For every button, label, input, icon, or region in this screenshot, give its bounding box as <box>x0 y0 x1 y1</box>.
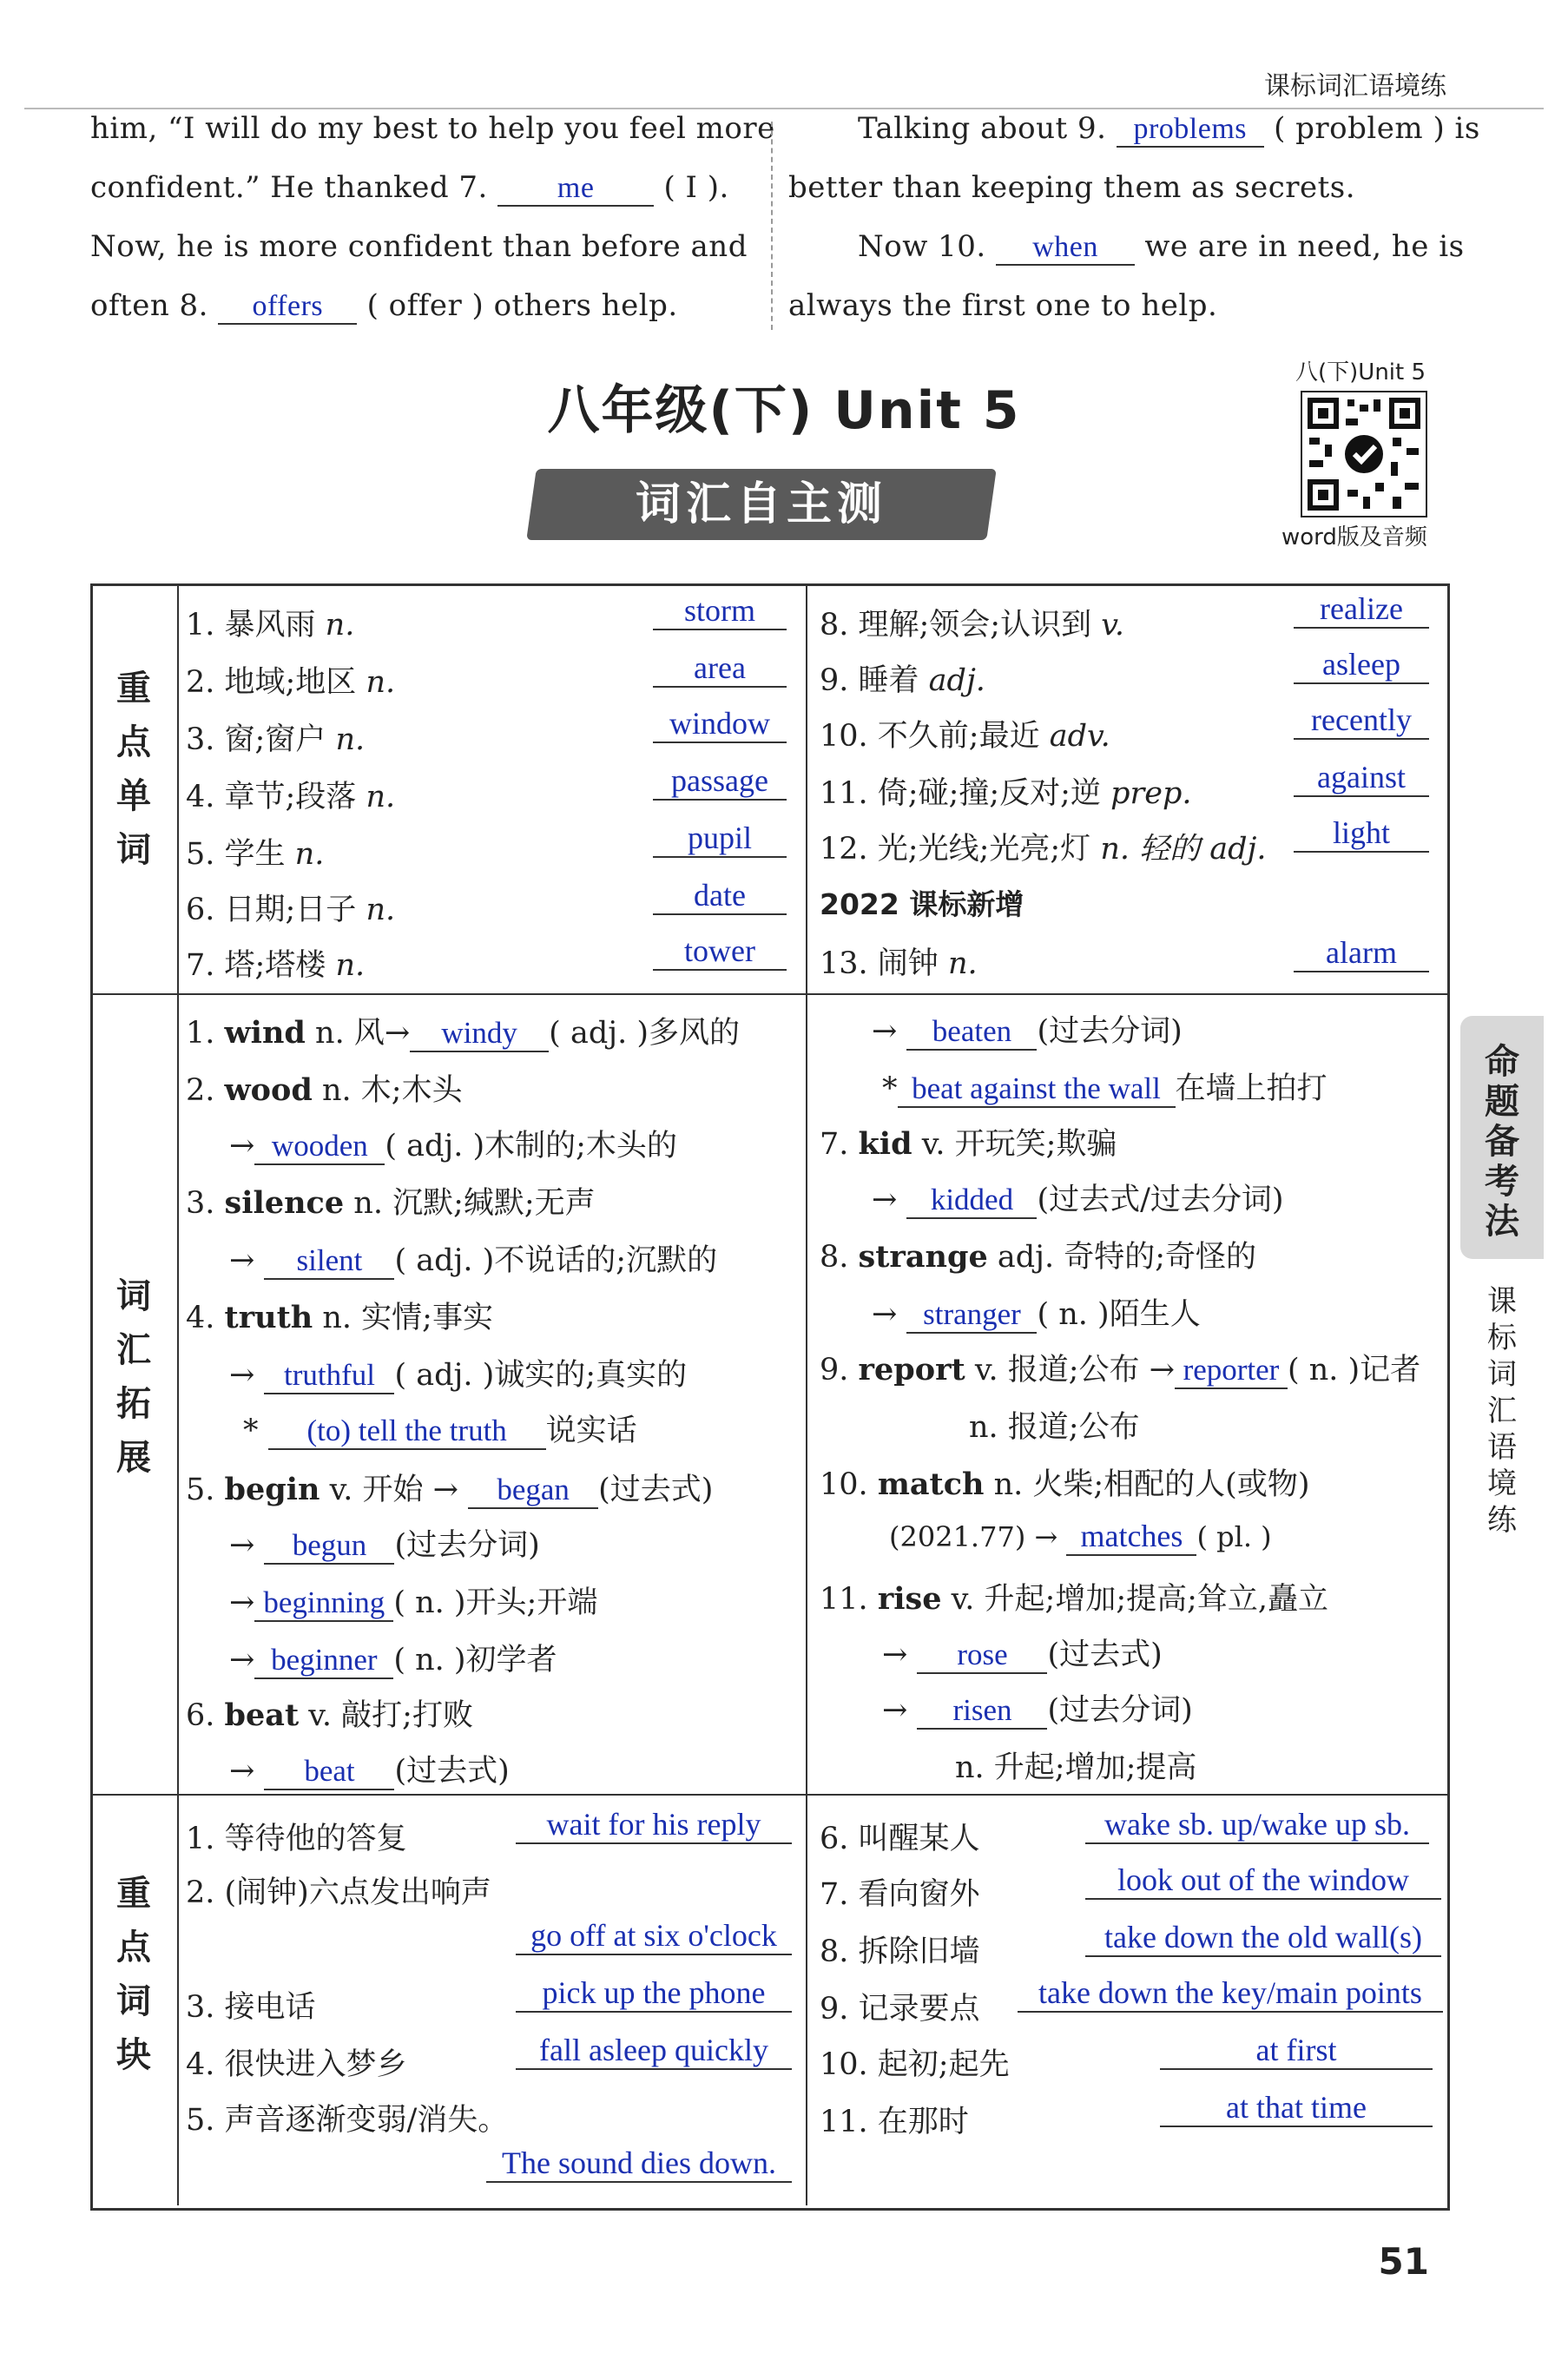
phrase-row: 9. 记录要点 <box>820 1992 980 2027</box>
expand-row: → rose (过去式) <box>882 1638 1163 1672</box>
qr-label-bottom: word版及音频 <box>1281 524 1427 550</box>
expand-row: 4. truth n. 实情;事实 <box>186 1300 493 1335</box>
answer-7: me <box>497 172 654 207</box>
passage-left-line4: often 8. offers ( offer ) others help. <box>90 288 678 323</box>
expand-row: 3. silence n. 沉默;缄默;无声 <box>186 1185 596 1221</box>
side-tab-subtitle: 课 标 词 汇 语 境 练 <box>1487 1284 1517 1538</box>
banner-title: 词汇自主测 <box>635 478 887 531</box>
passage-left-line3: Now, he is more confident than before and <box>90 229 748 264</box>
phrase-answer: The sound dies down. <box>486 2145 792 2183</box>
phrase-answer: at that time <box>1160 2089 1433 2127</box>
passage-right-line4: always the first one to help. <box>788 288 1218 323</box>
expand-row: * beat against the wall 在墙上拍打 <box>882 1071 1328 1106</box>
passage-divider <box>771 122 773 330</box>
phrase-answer: fall asleep quickly <box>516 2032 792 2070</box>
expand-row: (2021.77) → matches ( pl. ) <box>889 1518 1272 1556</box>
word-row: 11. 倚;碰;撞;反对;逆 prep. <box>820 776 1192 811</box>
word-row: 6. 日期;日子 n. <box>186 893 396 927</box>
word-row: 5. 学生 n. <box>186 837 325 872</box>
phrase-answer: take down the old wall(s) <box>1085 1919 1441 1957</box>
phrase-row: 10. 起初;起先 <box>820 2047 1010 2082</box>
expand-row: 11. rise v. 升起;增加;提高;耸立,矗立 <box>820 1581 1329 1617</box>
word-answer: window <box>653 705 787 743</box>
header-title: 课标词汇语境练 <box>1264 71 1446 102</box>
expand-row: 7. kid v. 开玩笑;欺骗 <box>820 1126 1117 1162</box>
word-row: 8. 理解;领会;认识到 v. <box>820 608 1124 643</box>
phrase-answer: take down the key/main points <box>1018 1974 1443 2013</box>
expand-row: 8. strange adj. 奇特的;奇怪的 <box>820 1239 1257 1275</box>
word-answer: date <box>653 877 787 915</box>
phrase-row: 6. 叫醒某人 <box>820 1822 980 1856</box>
phrase-row: 8. 拆除旧墙 <box>820 1934 980 1969</box>
expand-row: → beginner ( n. )初学者 <box>229 1643 557 1677</box>
table-column-divider <box>806 583 807 2205</box>
phrase-answer: pick up the phone <box>516 1974 792 2013</box>
expand-row: 9. report v. 报道;公布 → reporter ( n. )记者 <box>820 1352 1421 1387</box>
word-answer: alarm <box>1294 934 1429 972</box>
word-row: 4. 章节;段落 n. <box>186 780 396 814</box>
word-row: 10. 不久前;最近 adv. <box>820 719 1110 754</box>
word-answer: area <box>653 649 787 688</box>
phrase-answer: wait for his reply <box>516 1806 792 1844</box>
expand-row: n. 升起;增加;提高 <box>955 1750 1197 1785</box>
qr-label-top: 八(下)Unit 5 <box>1295 359 1426 386</box>
passage-left-line1: him, “I will do my best to help you feel more <box>90 111 775 146</box>
expand-row: 1. wind n. 风→ windy ( adj. )多风的 <box>186 1015 740 1051</box>
phrase-row: 2. (闹钟)六点发出响声 <box>186 1875 491 1910</box>
section-label-vocab-expand: 词 汇 拓 展 <box>116 1276 151 1478</box>
table-label-divider <box>177 583 179 2205</box>
word-answer: against <box>1294 759 1429 797</box>
word-answer: recently <box>1294 702 1429 740</box>
word-row: 3. 窗;窗户 n. <box>186 722 366 757</box>
expand-row: → beginning ( n. )开头;开端 <box>229 1585 598 1620</box>
expand-row: → truthful ( adj. )诚实的;真实的 <box>229 1358 688 1393</box>
passage-right-line1: Talking about 9. problems ( problem ) is <box>858 111 1480 146</box>
phrase-row: 11. 在那时 <box>820 2105 969 2139</box>
section-label-key-words: 重 点 单 词 <box>116 669 151 870</box>
word-answer: passage <box>653 762 787 801</box>
unit-title: 八年级(下) Unit 5 <box>547 380 1021 441</box>
word-answer: tower <box>653 933 787 971</box>
word-row: 9. 睡着 adj. <box>820 663 985 698</box>
expand-row: → kidded (过去式/过去分词) <box>872 1183 1284 1217</box>
expand-row: → wooden ( adj. )木制的;木头的 <box>229 1129 677 1163</box>
phrase-answer: wake sb. up/wake up sb. <box>1085 1806 1429 1844</box>
phrase-answer: go off at six o'clock <box>516 1917 792 1955</box>
header-rule <box>24 108 1544 109</box>
expand-row: → silent ( adj. )不说话的;沉默的 <box>229 1243 718 1278</box>
qr-code-icon[interactable] <box>1301 391 1427 517</box>
word-answer: storm <box>653 592 787 630</box>
word-row: 2. 地域;地区 n. <box>186 665 396 700</box>
passage-right-line2: better than keeping them as secrets. <box>788 170 1356 205</box>
side-tab-title: 命 题 备 考 法 <box>1485 1042 1519 1242</box>
expand-row: → begun (过去分词) <box>229 1528 540 1563</box>
expand-row: → beat (过去式) <box>229 1754 510 1789</box>
expand-row: → stranger ( n. )陌生人 <box>872 1297 1201 1332</box>
expand-row: → risen (过去分词) <box>882 1693 1193 1728</box>
answer-10: when <box>996 231 1135 266</box>
word-row: 7. 塔;塔楼 n. <box>186 948 366 983</box>
word-row: 12. 光;光线;光亮;灯 n. 轻的 adj. <box>820 832 1267 867</box>
word-answer: pupil <box>653 820 787 858</box>
phrase-row: 4. 很快进入梦乡 <box>186 2047 407 2082</box>
phrase-row: 5. 声音逐渐变弱/消失。 <box>186 2103 509 2138</box>
expand-row: 6. beat v. 敲打;打败 <box>186 1697 473 1733</box>
phrase-answer: look out of the window <box>1085 1862 1441 1900</box>
phrase-row: 7. 看向窗外 <box>820 1877 980 1912</box>
phrase-row: 3. 接电话 <box>186 1990 316 2025</box>
answer-9: problems <box>1117 113 1264 148</box>
section-label-key-phrases: 重 点 词 块 <box>116 1874 151 2075</box>
new-words-2022-label: 2022 课标新增 <box>820 887 1024 921</box>
passage-left-line2: confident.” He thanked 7. me ( I ). <box>90 170 729 205</box>
expand-row: 2. wood n. 木;木头 <box>186 1072 463 1108</box>
answer-8: offers <box>218 290 357 325</box>
expand-row: 10. match n. 火柴;相配的人(或物) <box>820 1467 1310 1502</box>
page-number: 51 <box>1378 2240 1429 2283</box>
word-row: 13. 闹钟 n. <box>820 946 978 981</box>
word-answer: asleep <box>1294 646 1429 684</box>
expand-row: * (to) tell the truth 说实话 <box>243 1414 637 1448</box>
word-answer: light <box>1294 814 1429 853</box>
word-row: 1. 暴风雨 n. <box>186 608 355 643</box>
phrase-row: 1. 等待他的答复 <box>186 1822 407 1856</box>
phrase-answer: at first <box>1160 2032 1433 2070</box>
word-answer: realize <box>1294 590 1429 629</box>
expand-row: n. 报道;公布 <box>969 1410 1140 1445</box>
table-section-divider-2 <box>90 1794 1447 1796</box>
expand-row: → beaten (过去分词) <box>872 1014 1183 1049</box>
expand-row: 5. begin v. 开始 → began (过去式) <box>186 1472 714 1507</box>
table-section-divider-1 <box>90 993 1447 995</box>
passage-right-line3: Now 10. when we are in need, he is <box>858 229 1465 264</box>
